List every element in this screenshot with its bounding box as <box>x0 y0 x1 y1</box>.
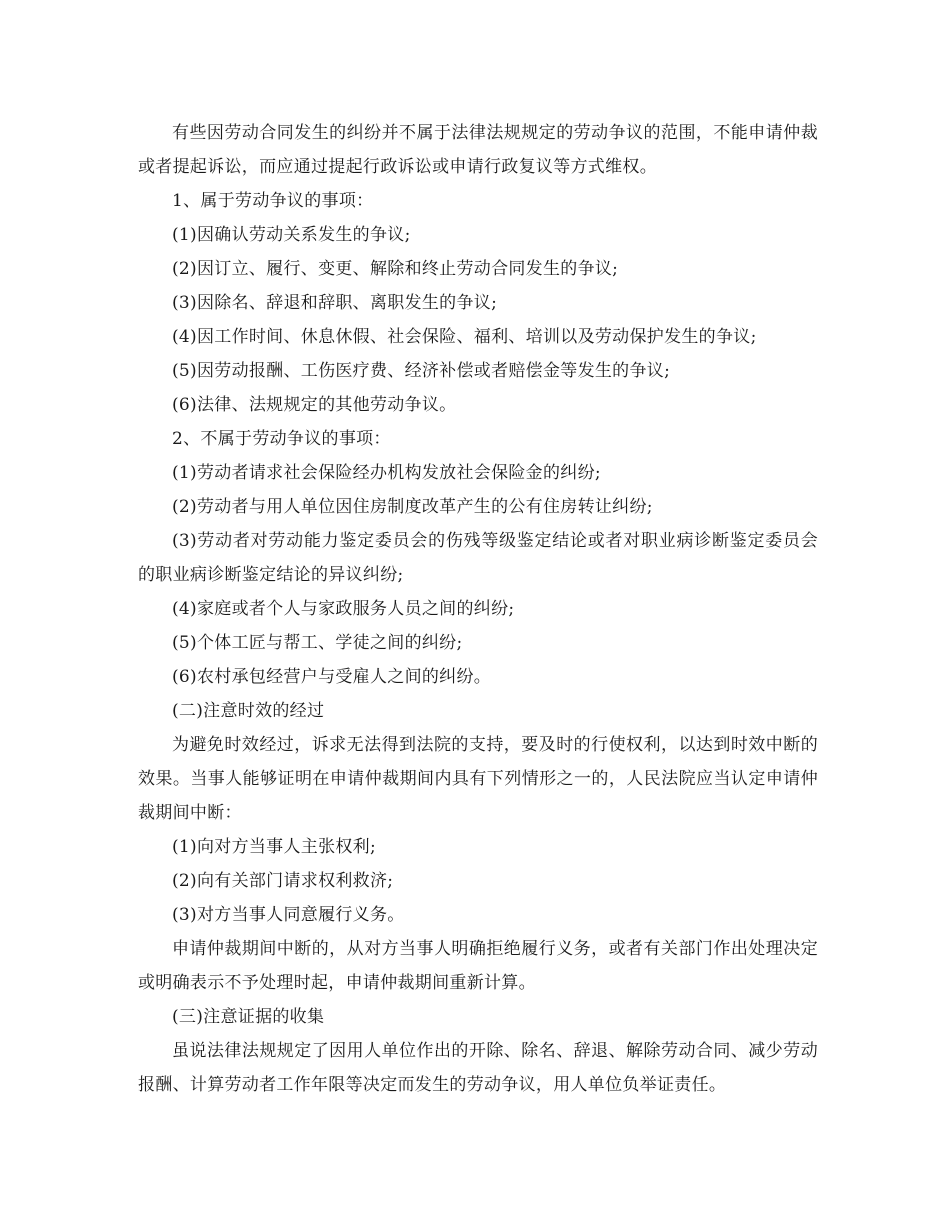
list-item: (1)劳动者请求社会保险经办机构发放社会保险金的纠纷; <box>172 463 601 483</box>
heading-labor-dispute-items: 1、属于劳动争议的事项： <box>172 191 374 211</box>
paragraph-limitation: 为避免时效经过，诉求无法得到法院的支持，要及时的行使权利，以达到时效中断的效果。当事人能够证明在申请仲裁期间内具有下列情形之一的，人民法院应当认定申请仲裁期间中断： <box>138 735 818 823</box>
heading-non-labor-dispute-items: 2、不属于劳动争议的事项： <box>172 429 391 449</box>
section-heading-evidence: (三)注意证据的收集 <box>172 1007 325 1027</box>
paragraph-interruption: 申请仲裁期间中断的，从对方当事人明确拒绝履行义务，或者有关部门作出处理决定或明确表示不予处理时起，申请仲裁期间重新计算。 <box>138 939 818 993</box>
list-item: (2)劳动者与用人单位因住房制度改革产生的公有住房转让纠纷; <box>172 497 653 517</box>
list-item: (3)因除名、辞退和辞职、离职发生的争议; <box>172 293 498 313</box>
section-heading-limitation: (二)注意时效的经过 <box>172 701 325 721</box>
paragraph-intro: 有些因劳动合同发生的纠纷并不属于法律法规规定的劳动争议的范围，不能申请仲裁或者提起诉讼，而应通过提起行政诉讼或申请行政复议等方式维权。 <box>138 123 818 177</box>
list-item: (5)个体工匠与帮工、学徒之间的纠纷; <box>172 633 463 653</box>
list-item: (1)因确认劳动关系发生的争议; <box>172 225 411 245</box>
list-item: (3)劳动者对劳动能力鉴定委员会的伤残等级鉴定结论或者对职业病诊断鉴定委员会的职业病诊断鉴定结论的异议纠纷; <box>138 531 818 585</box>
list-item: (6)法律、法规规定的其他劳动争议。 <box>172 395 457 415</box>
list-item: (3)对方当事人同意履行义务。 <box>172 905 405 925</box>
list-item: (6)农村承包经营户与受雇人之间的纠纷。 <box>172 667 492 687</box>
document-body <box>138 116 818 1102</box>
list-item: (2)向有关部门请求权利救济; <box>172 871 394 891</box>
list-item: (4)因工作时间、休息休假、社会保险、福利、培训以及劳动保护发生的争议; <box>172 327 757 347</box>
paragraph-evidence: 虽说法律法规规定了因用人单位作出的开除、除名、辞退、解除劳动合同、减少劳动报酬、计算劳动者工作年限等决定而发生的劳动争议，用人单位负举证责任。 <box>138 1041 818 1095</box>
list-item: (4)家庭或者个人与家政服务人员之间的纠纷; <box>172 599 515 619</box>
list-item: (2)因订立、履行、变更、解除和终止劳动合同发生的争议; <box>172 259 619 279</box>
list-item: (5)因劳动报酬、工伤医疗费、经济补偿或者赔偿金等发生的争议; <box>172 361 671 381</box>
list-item: (1)向对方当事人主张权利; <box>172 837 377 857</box>
